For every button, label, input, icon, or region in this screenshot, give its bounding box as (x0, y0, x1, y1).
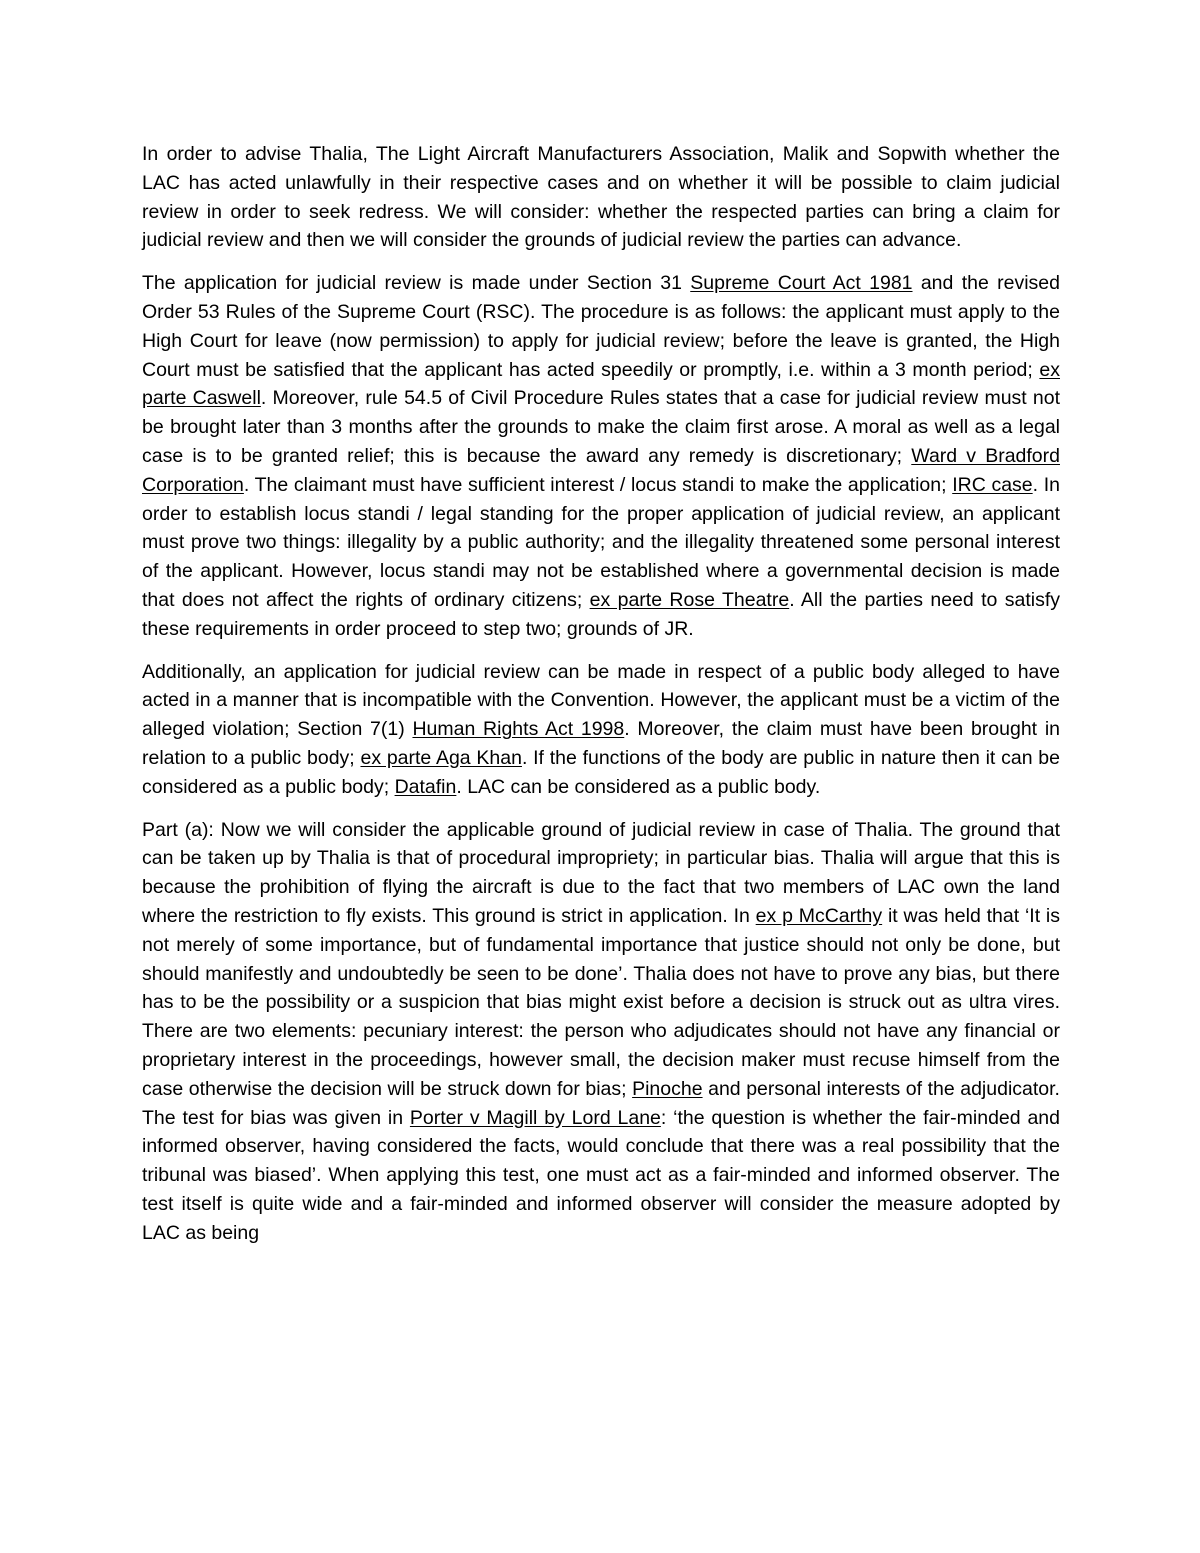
text-run: and the revised Order 53 Rules of the Supreme Court (RSC). The procedure is as follows: the applicant must apply to the High Court for leave (now permission) to apply for judicial review; before the leave is granted, the High Court must be satisfied that the applicant has acted speedily or promptly, i.e. within a 3 month period; (142, 272, 1060, 381)
paragraph-introduction (142, 140, 1060, 255)
text-run: . Moreover, rule 54.5 of Civil Procedure Rules states that a case for judicial review must not be brought later than 3 months after the grounds to make the claim first arose. A moral as well as a legal case is to be granted relief; this is because the award any remedy is discretionary; (142, 387, 1060, 467)
text-run: it was held that ‘It is not merely of some importance, but of fundamental importance that justice should not only be done, but should manifestly and undoubtedly be seen to be done’. Thalia does not have to prove any bias, but there has to be the possibility or a suspicion that bias might exist before a decision is struck out as ultra vires. There are two elements: pecuniary interest: the person who adjudicates should not have any financial or proprietary interest in the proceedings, however small, the decision maker must recuse himself from the case otherwise the decision will be struck down for bias; (142, 904, 1060, 1100)
case-citation: ex p McCarthy (755, 904, 883, 927)
text-run: . In order to establish locus standi / legal standing for the proper application of judicial review, an applicant must prove two things: illegality by a public authority; and the illegality threatened some personal interest of the applicant. However, locus standi may not be established where a governmental decision is made that does not affect the rights of ordinary citizens; (142, 473, 1060, 611)
text-run: . LAC can be considered as a public body. (456, 775, 821, 798)
text-run: and personal interests of the adjudicator. The test for bias was given in (142, 1077, 1060, 1129)
text-run: . The claimant must have sufficient interest / locus standi to make the application; (243, 473, 953, 496)
text-run: The application for judicial review is made under Section 31 (142, 272, 691, 295)
text-run: . If the functions of the body are public in nature then it can be considered as a public body; (142, 746, 1060, 798)
case-citation: IRC case (952, 473, 1033, 496)
case-citation: ex parte Rose Theatre (589, 588, 790, 611)
case-citation: Human Rights Act 1998 (412, 718, 625, 741)
case-citation: Datafin (394, 775, 457, 798)
text-run: Additionally, an application for judicial review can be made in respect of a public body alleged to have acted in a manner that is incompatible with the Convention. However, the applicant must be a victim of the alleged violation; Section 7(1) (142, 660, 1060, 741)
case-citation: Pinoche (632, 1077, 703, 1100)
document-page (142, 140, 1060, 1247)
text-run: . Moreover, the claim must have been brought in relation to a public body; (142, 718, 1060, 769)
paragraph-application-procedure (142, 269, 1060, 643)
text-run: : ‘the question is whether the fair-minded and informed observer, having considered the facts, would conclude that there was a real possibility that the tribunal was biased’. When applying this test, one must act as a fair-minded and informed observer. The test itself is quite wide and a fair-minded and informed observer will consider the measure adopted by LAC as being (142, 1106, 1060, 1244)
case-citation: Porter v Magill by Lord Lane (409, 1106, 661, 1129)
paragraph-public-body (142, 658, 1060, 802)
text-run: . All the parties need to satisfy these requirements in order proceed to step two; grounds of JR. (142, 588, 1061, 640)
paragraph-part-a (142, 816, 1060, 1248)
case-citation: ex parte Aga Khan (360, 746, 522, 769)
text-run: In order to advise Thalia, The Light Aircraft Manufacturers Association, Malik and Sopwith whether the LAC has acted unlawfully in their respective cases and on whether it will be possible to claim judicial review in order to seek redress. We will consider: whether the respected parties can bring a claim for judicial review and then we will consider the grounds of judicial review the parties can advance. (142, 143, 1060, 252)
text-run: Part (a): Now we will consider the applicable ground of judicial review in case of Thalia. The ground that can be taken up by Thalia is that of procedural impropriety; in particular bias. Thalia will argue that this is because the prohibition of flying the aircraft is due to the fact that two members of LAC own the land where the restriction to fly exists. This ground is strict in application. In (142, 818, 1060, 927)
case-citation: ex parte Caswell (142, 358, 1060, 410)
case-citation: Supreme Court Act 1981 (690, 272, 913, 295)
case-citation: Ward v Bradford Corporation (142, 444, 1060, 496)
